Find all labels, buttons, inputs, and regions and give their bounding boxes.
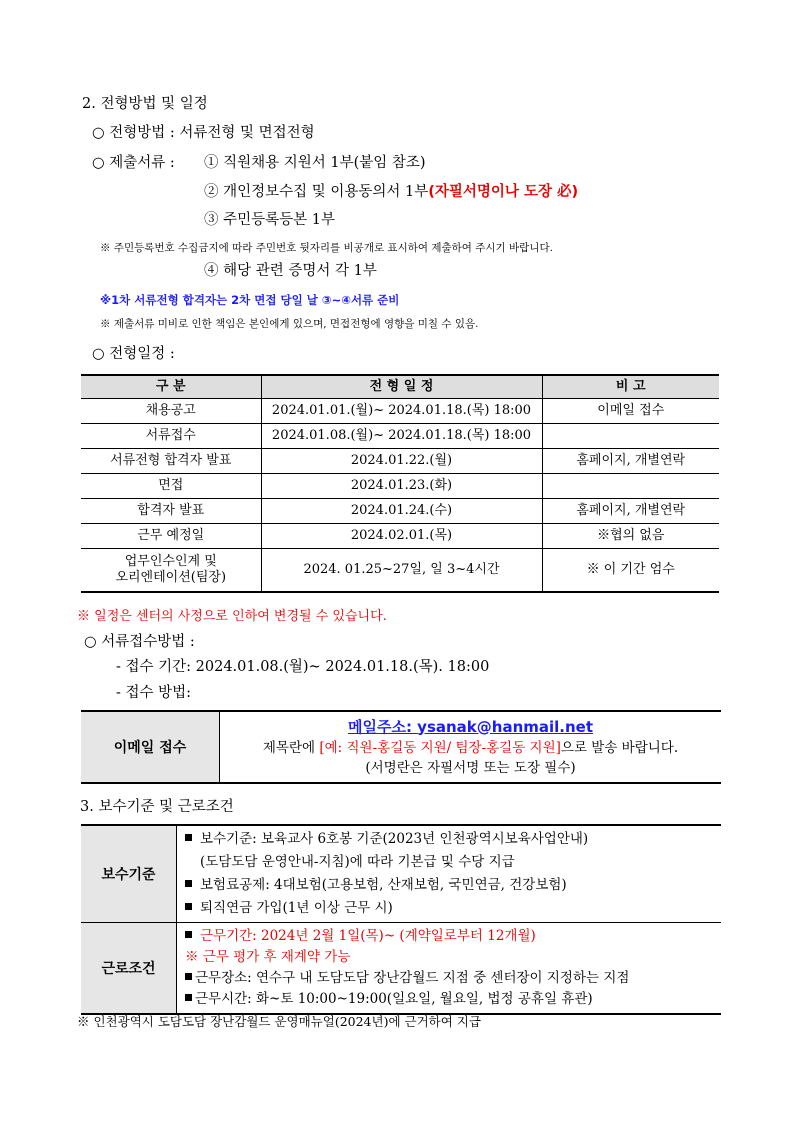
bullet-icon <box>185 880 192 887</box>
schedule-date: 2024.01.08.(월)~ 2024.01.18.(목) 18:00 <box>261 424 542 449</box>
schedule-header-note: 비 고 <box>542 375 719 399</box>
selection-method: ○ 전형방법 : 서류전형 및 면접전형 <box>92 125 315 141</box>
email-submission-content <box>220 711 722 783</box>
section-2-title: 2. 전형방법 및 일정 <box>82 96 208 112</box>
schedule-change-note: ※ 일정은 센터의 사정으로 인하여 변경될 수 있습니다. <box>77 609 387 624</box>
email-subject-instruction <box>220 738 721 758</box>
schedule-category: 근무 예정일 <box>81 524 261 549</box>
schedule-date: 2024.01.22.(월) <box>261 449 542 474</box>
schedule-category-line: 업무인수인계 및 <box>124 554 217 570</box>
doc-item-2-required: (자필서명이나 도장 必) <box>428 184 579 200</box>
resident-number-note: ※ 주민등록번호 수집금지에 따라 주민번호 뒷자리를 비공개로 표시하여 제출하여 주시기 바랍니다. <box>100 242 553 254</box>
schedule-note: ※협의 없음 <box>542 524 719 549</box>
schedule-label: ○ 전형일정 : <box>92 346 175 362</box>
table-row <box>81 424 719 449</box>
table-row <box>81 399 719 424</box>
pay-conditions-table <box>81 824 721 1015</box>
schedule-header-dates: 전 형 일 정 <box>261 375 542 399</box>
table-row <box>81 499 719 524</box>
schedule-note: 홈페이지, 개별연락 <box>542 449 719 474</box>
table-row <box>81 524 719 549</box>
list-item <box>185 897 721 920</box>
work-evaluation-note: ※ 근무 평가 후 재계약 가능 <box>185 949 351 965</box>
schedule-note: ※ 이 기간 엄수 <box>542 549 719 593</box>
responsibility-note: ※ 제출서류 미비로 인한 책임은 본인에게 있으며, 면접전형에 영향을 미칠 수 있음. <box>100 318 479 330</box>
receipt-period: - 접수 기간: 2024.01.08.(월)~ 2024.01.18.(목). 18:00 <box>116 659 490 675</box>
list-item <box>185 874 721 897</box>
schedule-table <box>81 374 719 593</box>
footnote: ※ 인천광역시 도담도담 장난감월드 운영매뉴얼(2024년)에 근거하여 지급 <box>77 1014 481 1029</box>
submission-docs-label: ○ 제출서류 : <box>92 155 175 171</box>
bullet-icon <box>185 834 192 841</box>
table-row <box>81 449 719 474</box>
schedule-category-line: 오리엔테이션(팀장) <box>115 570 227 585</box>
list-item <box>185 989 721 1010</box>
doc-item-4: ④ 해당 관련 증명서 각 1부 <box>204 263 377 279</box>
pay-item-text: 퇴직연금 가입(1년 이상 근무 시) <box>200 900 393 916</box>
section-3-title: 3. 보수기준 및 근로조건 <box>80 799 234 815</box>
list-item <box>185 968 721 989</box>
table-row <box>81 549 719 593</box>
work-conditions-content <box>177 923 722 1015</box>
work-conditions-label: 근로조건 <box>81 923 177 1015</box>
schedule-category: 면접 <box>81 474 261 499</box>
schedule-note: 이메일 접수 <box>542 399 719 424</box>
subject-suffix: 으로 발송 바랍니다. <box>560 740 679 756</box>
subject-example: [예: 직원-홍길동 지원/ 팀장-홍길동 지원] <box>319 740 561 756</box>
schedule-category: 서류전형 합격자 발표 <box>81 449 261 474</box>
receipt-method: - 접수 방법: <box>116 685 192 701</box>
bullet-icon <box>185 931 192 938</box>
schedule-note <box>542 424 719 449</box>
schedule-date: 2024.02.01.(목) <box>261 524 542 549</box>
pay-standard-content <box>177 825 722 923</box>
email-sign-note: (서명란은 자필서명 또는 도장 필수) <box>365 760 576 777</box>
email-address-line <box>220 716 721 739</box>
bullet-icon <box>185 903 192 910</box>
schedule-category: 합격자 발표 <box>81 499 261 524</box>
schedule-header-row <box>81 375 719 399</box>
schedule-header-category: 구 분 <box>81 375 261 399</box>
doc-item-1: ① 직원채용 지원서 1부(붙임 참조) <box>204 155 426 171</box>
bullet-icon <box>185 994 192 1001</box>
email-submission-table <box>81 710 721 784</box>
schedule-category: 채용공고 <box>81 399 261 424</box>
schedule-date: 2024. 01.25~27일, 일 3~4시간 <box>261 549 542 593</box>
pay-standard-label: 보수기준 <box>81 825 177 923</box>
list-item-continuation: (도담도담 운영안내-지침)에 따라 기본급 및 수당 지급 <box>200 854 515 870</box>
email-address-prefix: 메일주소: <box>347 717 418 736</box>
email-submission-label: 이메일 접수 <box>81 711 220 783</box>
schedule-date: 2024.01.01.(월)~ 2024.01.18.(목) 18:00 <box>261 399 542 424</box>
table-row <box>81 474 719 499</box>
schedule-category: 서류접수 <box>81 424 261 449</box>
schedule-category <box>81 549 261 593</box>
first-round-note: ※1차 서류전형 합격자는 2차 면접 당일 날 ③~④서류 준비 <box>100 293 400 307</box>
doc-item-2 <box>204 180 578 201</box>
list-item <box>185 828 721 851</box>
pay-item-text: 보수기준: 보육교사 6호봉 기준(2023년 인천광역시보육사업안내) <box>200 831 589 847</box>
work-place-text: 근무장소: 연수구 내 도담도담 장난감월드 지점 중 센터장이 지정하는 지점 <box>195 970 630 986</box>
schedule-note: 홈페이지, 개별연락 <box>542 499 719 524</box>
subject-prefix: 제목란에 <box>262 740 320 756</box>
doc-item-2-text: ② 개인정보수집 및 이용동의서 1부 <box>204 184 429 200</box>
pay-item-text: 보험료공제: 4대보험(고용보험, 산재보험, 국민연금, 건강보험) <box>200 877 567 893</box>
receipt-method-title: ○ 서류접수방법 : <box>84 634 195 650</box>
schedule-date: 2024.01.24.(수) <box>261 499 542 524</box>
schedule-date: 2024.01.23.(화) <box>261 474 542 499</box>
list-item <box>185 926 721 947</box>
work-period-text: 근무기간: 2024년 2월 1일(목)~ (계약일로부터 12개월) <box>200 928 536 944</box>
doc-item-3: ③ 주민등록등본 1부 <box>204 212 335 228</box>
schedule-note <box>542 474 719 499</box>
work-time-text: 근무시간: 화~토 10:00~19:00(일요일, 월요일, 법정 공휴일 휴관) <box>195 991 593 1007</box>
email-address-link[interactable]: ysanak@hanmail.net <box>417 717 594 736</box>
bullet-icon <box>185 973 192 980</box>
